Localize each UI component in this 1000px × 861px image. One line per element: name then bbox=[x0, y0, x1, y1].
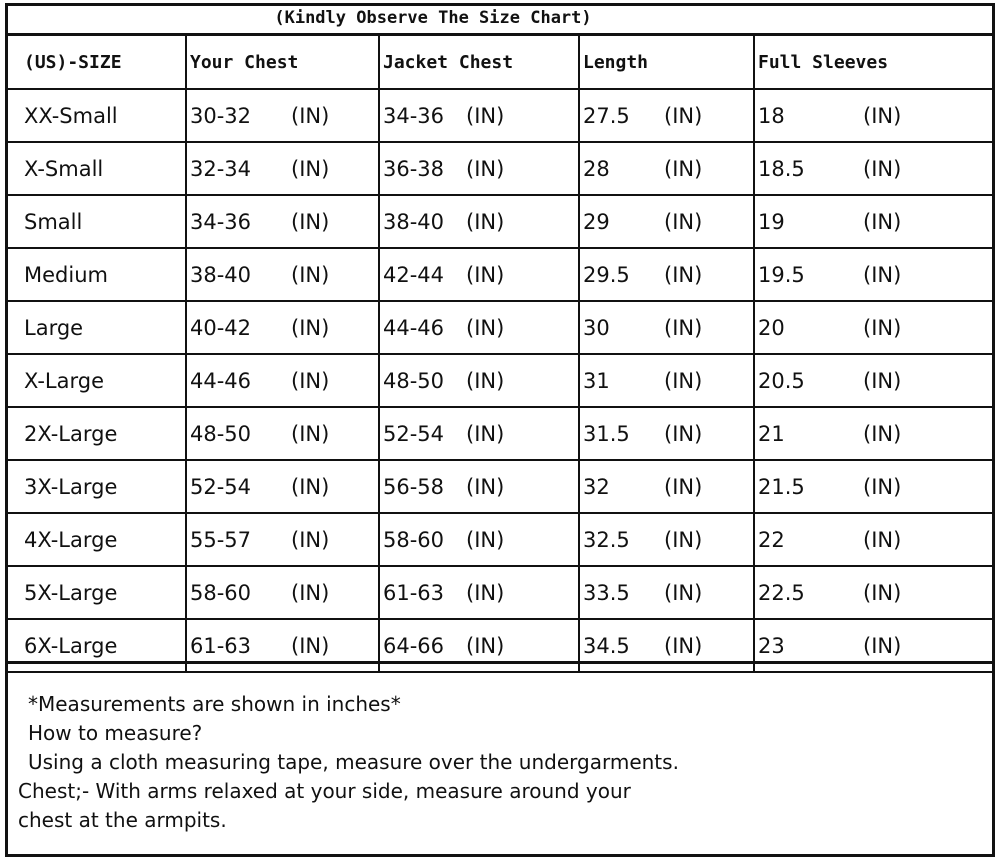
length-cell bbox=[579, 142, 754, 195]
value-text: 34-36 bbox=[383, 103, 445, 128]
size-cell: Large bbox=[8, 301, 186, 354]
value-text: 21 bbox=[758, 421, 785, 446]
chart-title: (Kindly Observe The Size Chart) bbox=[274, 8, 592, 28]
note-tape: Using a cloth measuring tape, measure over the undergarments. bbox=[28, 750, 679, 774]
unit-text: (IN) bbox=[466, 580, 505, 605]
unit-text: (IN) bbox=[466, 633, 505, 658]
size-cell: 3X-Large bbox=[8, 460, 186, 513]
value-text: 55-57 bbox=[190, 527, 252, 552]
value-text: 20.5 bbox=[758, 368, 805, 393]
full-sleeves-cell bbox=[754, 407, 992, 460]
unit-text: (IN) bbox=[291, 262, 330, 287]
value-text: 61-63 bbox=[190, 633, 252, 658]
jacket-chest-cell bbox=[379, 301, 579, 354]
unit-text: (IN) bbox=[291, 315, 330, 340]
your-chest-cell bbox=[186, 354, 379, 407]
size-chart bbox=[5, 3, 995, 857]
full-sleeves-cell bbox=[754, 89, 992, 142]
value-text: 23 bbox=[758, 633, 785, 658]
value-text: 34.5 bbox=[583, 633, 630, 658]
note-chest: Chest;- With arms relaxed at your side, measure around your bbox=[18, 779, 631, 803]
unit-text: (IN) bbox=[466, 209, 505, 234]
size-cell: 6X-Large bbox=[8, 619, 186, 672]
your-chest-cell bbox=[186, 89, 379, 142]
note-inches: *Measurements are shown in inches* bbox=[28, 692, 401, 716]
unit-text: (IN) bbox=[664, 315, 703, 340]
table-row bbox=[8, 513, 992, 566]
length-cell bbox=[579, 566, 754, 619]
length-cell bbox=[579, 301, 754, 354]
value-text: 32-34 bbox=[190, 156, 252, 181]
value-text: 19.5 bbox=[758, 262, 805, 287]
unit-text: (IN) bbox=[863, 368, 902, 393]
table-row bbox=[8, 195, 992, 248]
length-cell bbox=[579, 248, 754, 301]
measurement-notes bbox=[8, 661, 992, 854]
unit-text: (IN) bbox=[664, 103, 703, 128]
unit-text: (IN) bbox=[863, 527, 902, 552]
full-sleeves-cell bbox=[754, 301, 992, 354]
table-row bbox=[8, 460, 992, 513]
unit-text: (IN) bbox=[466, 421, 505, 446]
unit-text: (IN) bbox=[664, 527, 703, 552]
jacket-chest-cell bbox=[379, 354, 579, 407]
unit-text: (IN) bbox=[863, 209, 902, 234]
size-cell: Small bbox=[8, 195, 186, 248]
length-cell bbox=[579, 89, 754, 142]
size-cell: XX-Small bbox=[8, 89, 186, 142]
full-sleeves-cell bbox=[754, 248, 992, 301]
jacket-chest-cell bbox=[379, 513, 579, 566]
unit-text: (IN) bbox=[291, 421, 330, 446]
header-jacket-chest: Jacket Chest bbox=[379, 36, 579, 89]
value-text: 42-44 bbox=[383, 262, 445, 287]
unit-text: (IN) bbox=[291, 474, 330, 499]
value-text: 44-46 bbox=[383, 315, 445, 340]
unit-text: (IN) bbox=[291, 633, 330, 658]
unit-text: (IN) bbox=[466, 103, 505, 128]
unit-text: (IN) bbox=[466, 527, 505, 552]
value-text: 61-63 bbox=[383, 580, 445, 605]
jacket-chest-cell bbox=[379, 89, 579, 142]
unit-text: (IN) bbox=[863, 421, 902, 446]
unit-text: (IN) bbox=[863, 580, 902, 605]
note-chest-armpits: chest at the armpits. bbox=[18, 808, 227, 832]
your-chest-cell bbox=[186, 407, 379, 460]
jacket-chest-cell bbox=[379, 195, 579, 248]
header-full-sleeves: Full Sleeves bbox=[754, 36, 992, 89]
size-cell: 2X-Large bbox=[8, 407, 186, 460]
value-text: 64-66 bbox=[383, 633, 445, 658]
jacket-chest-cell bbox=[379, 566, 579, 619]
jacket-chest-cell bbox=[379, 142, 579, 195]
unit-text: (IN) bbox=[863, 156, 902, 181]
unit-text: (IN) bbox=[466, 262, 505, 287]
value-text: 31 bbox=[583, 368, 610, 393]
unit-text: (IN) bbox=[664, 580, 703, 605]
value-text: 31.5 bbox=[583, 421, 630, 446]
unit-text: (IN) bbox=[664, 156, 703, 181]
value-text: 34-36 bbox=[190, 209, 252, 234]
size-cell: X-Small bbox=[8, 142, 186, 195]
value-text: 56-58 bbox=[383, 474, 445, 499]
value-text: 18 bbox=[758, 103, 785, 128]
unit-text: (IN) bbox=[466, 474, 505, 499]
length-cell bbox=[579, 513, 754, 566]
unit-text: (IN) bbox=[863, 315, 902, 340]
value-text: 32.5 bbox=[583, 527, 630, 552]
value-text: 19 bbox=[758, 209, 785, 234]
full-sleeves-cell bbox=[754, 460, 992, 513]
value-text: 52-54 bbox=[190, 474, 252, 499]
value-text: 28 bbox=[583, 156, 610, 181]
unit-text: (IN) bbox=[863, 262, 902, 287]
value-text: 18.5 bbox=[758, 156, 805, 181]
full-sleeves-cell bbox=[754, 142, 992, 195]
value-text: 29.5 bbox=[583, 262, 630, 287]
note-how-to-measure: How to measure? bbox=[28, 721, 203, 745]
your-chest-cell bbox=[186, 195, 379, 248]
value-text: 38-40 bbox=[383, 209, 445, 234]
your-chest-cell bbox=[186, 142, 379, 195]
your-chest-cell bbox=[186, 248, 379, 301]
full-sleeves-cell bbox=[754, 354, 992, 407]
jacket-chest-cell bbox=[379, 460, 579, 513]
value-text: 27.5 bbox=[583, 103, 630, 128]
unit-text: (IN) bbox=[863, 103, 902, 128]
table-row bbox=[8, 142, 992, 195]
value-text: 22.5 bbox=[758, 580, 805, 605]
value-text: 48-50 bbox=[190, 421, 252, 446]
unit-text: (IN) bbox=[291, 103, 330, 128]
unit-text: (IN) bbox=[664, 209, 703, 234]
table-row bbox=[8, 248, 992, 301]
full-sleeves-cell bbox=[754, 195, 992, 248]
unit-text: (IN) bbox=[664, 368, 703, 393]
unit-text: (IN) bbox=[863, 474, 902, 499]
length-cell bbox=[579, 460, 754, 513]
unit-text: (IN) bbox=[466, 368, 505, 393]
unit-text: (IN) bbox=[291, 527, 330, 552]
unit-text: (IN) bbox=[863, 633, 902, 658]
your-chest-cell bbox=[186, 566, 379, 619]
unit-text: (IN) bbox=[664, 633, 703, 658]
unit-text: (IN) bbox=[291, 580, 330, 605]
unit-text: (IN) bbox=[466, 156, 505, 181]
header-length: Length bbox=[579, 36, 754, 89]
table-row bbox=[8, 566, 992, 619]
unit-text: (IN) bbox=[291, 209, 330, 234]
value-text: 38-40 bbox=[190, 262, 252, 287]
value-text: 52-54 bbox=[383, 421, 445, 446]
header-size: (US)-SIZE bbox=[8, 36, 186, 89]
value-text: 58-60 bbox=[190, 580, 252, 605]
your-chest-cell bbox=[186, 301, 379, 354]
value-text: 32 bbox=[583, 474, 610, 499]
value-text: 30 bbox=[583, 315, 610, 340]
value-text: 22 bbox=[758, 527, 785, 552]
unit-text: (IN) bbox=[291, 368, 330, 393]
your-chest-cell bbox=[186, 460, 379, 513]
value-text: 36-38 bbox=[383, 156, 445, 181]
value-text: 20 bbox=[758, 315, 785, 340]
length-cell bbox=[579, 407, 754, 460]
table-row bbox=[8, 407, 992, 460]
size-cell: 5X-Large bbox=[8, 566, 186, 619]
table-row bbox=[8, 354, 992, 407]
unit-text: (IN) bbox=[466, 315, 505, 340]
header-your-chest: Your Chest bbox=[186, 36, 379, 89]
value-text: 44-46 bbox=[190, 368, 252, 393]
value-text: 33.5 bbox=[583, 580, 630, 605]
table-row bbox=[8, 89, 992, 142]
unit-text: (IN) bbox=[664, 421, 703, 446]
size-cell: X-Large bbox=[8, 354, 186, 407]
your-chest-cell bbox=[186, 513, 379, 566]
value-text: 58-60 bbox=[383, 527, 445, 552]
table-row bbox=[8, 301, 992, 354]
jacket-chest-cell bbox=[379, 248, 579, 301]
unit-text: (IN) bbox=[291, 156, 330, 181]
title-row bbox=[8, 6, 992, 36]
size-cell: 4X-Large bbox=[8, 513, 186, 566]
unit-text: (IN) bbox=[664, 262, 703, 287]
value-text: 48-50 bbox=[383, 368, 445, 393]
value-text: 29 bbox=[583, 209, 610, 234]
length-cell bbox=[579, 195, 754, 248]
header-row bbox=[8, 36, 992, 89]
full-sleeves-cell bbox=[754, 566, 992, 619]
size-table bbox=[8, 36, 992, 673]
value-text: 40-42 bbox=[190, 315, 252, 340]
length-cell bbox=[579, 354, 754, 407]
value-text: 30-32 bbox=[190, 103, 252, 128]
size-cell: Medium bbox=[8, 248, 186, 301]
jacket-chest-cell bbox=[379, 407, 579, 460]
full-sleeves-cell bbox=[754, 513, 992, 566]
unit-text: (IN) bbox=[664, 474, 703, 499]
value-text: 21.5 bbox=[758, 474, 805, 499]
